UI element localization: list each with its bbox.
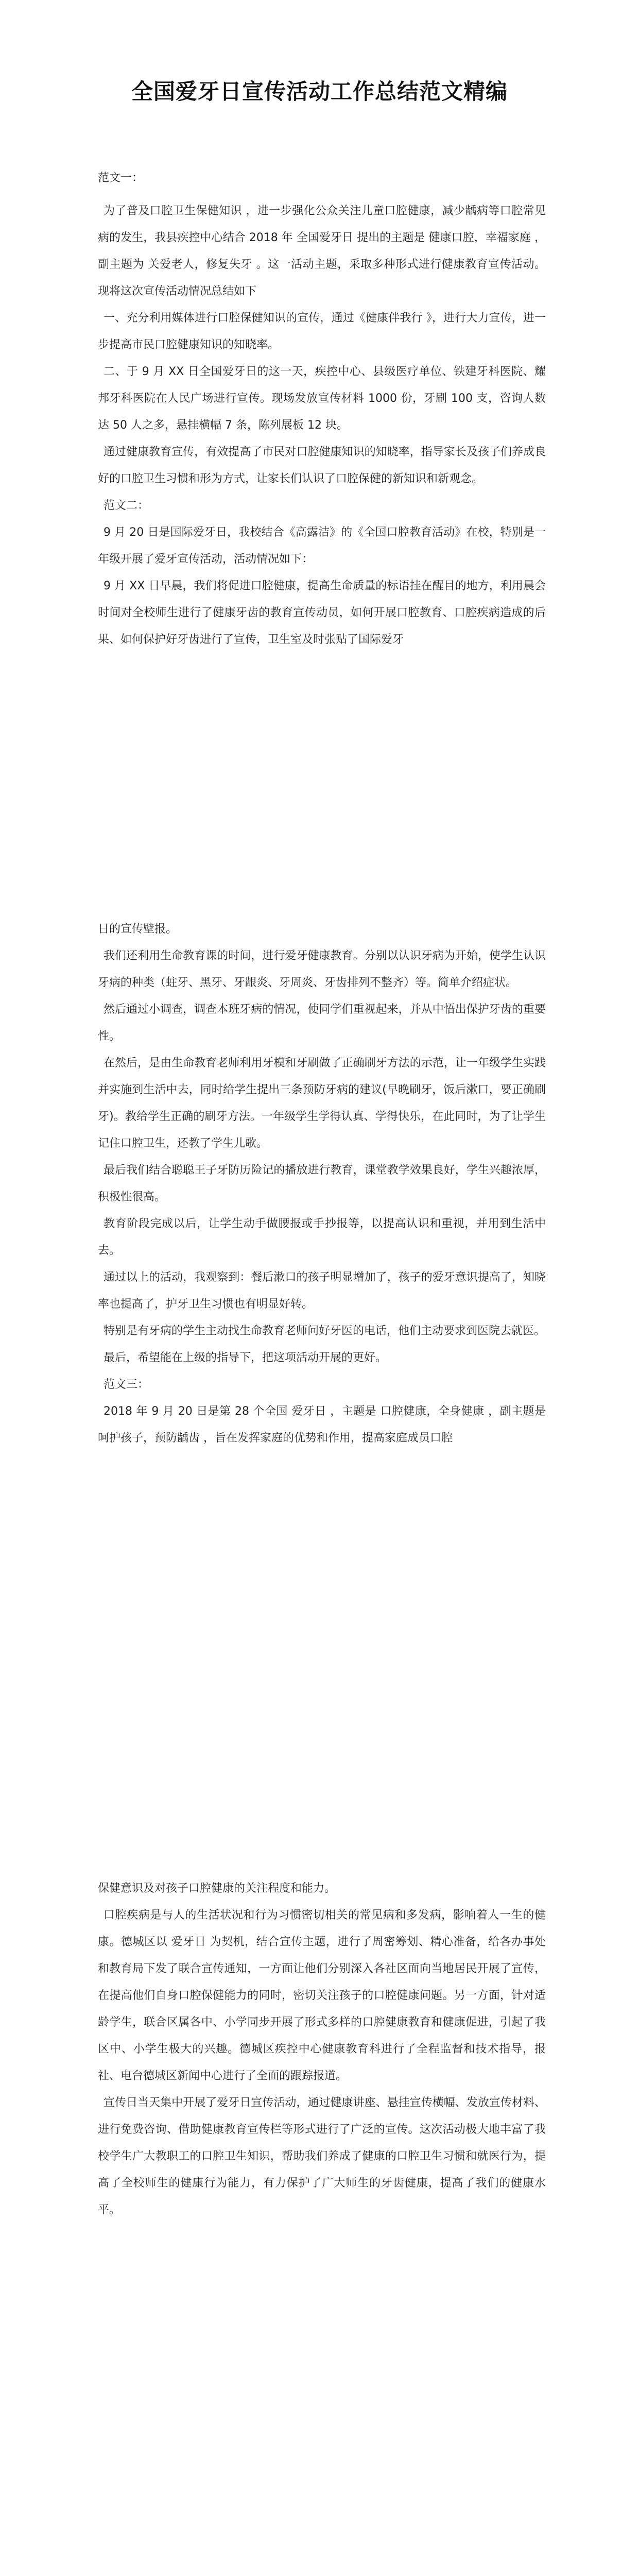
paragraph: 我们还利用生命教育课的时间，进行爱牙健康教育。分别以认识牙病为开始，使学生认识牙病的种类（蛀牙、黑牙、牙龈炎、牙周炎、牙齿排列不整齐）等。简单介绍症状。: [98, 950, 546, 989]
section-heading: 范文一：: [98, 172, 144, 184]
paragraph: 最后我们结合聪聪王子牙防历险记的播放进行教育，课堂教学效果良好，学生兴趣浓厚，积极性很高。: [98, 1164, 546, 1204]
paragraph: 在然后，是由生命教育老师利用牙模和牙刷做了正确刷牙方法的示范，让一年级学生实践并实施到生活中去，同时给学生提出三条预防牙病的建议(早晚刷牙，饭后漱口，要正确刷牙)。教给学生正确的刷牙方法。一年级学生学得认真、学得快乐，在此同时，为了让学生记住口腔卫生，还教了学生儿歌。: [98, 1057, 546, 1150]
paragraph: 9 月 XX 日早晨，我们将促进口腔健康，提高生命质量的标语挂在醒目的地方，利用晨会时间对全校师生进行了健康牙齿的教育宣传动员，如何开展口腔教育、口腔疾病造成的后果、如何保护好牙齿进行了宣传，卫生室及时张贴了国际爱牙: [98, 580, 546, 646]
paragraph: 然后通过小调查，调查本班牙病的情况，使同学们重视起来，并从中悟出保护牙齿的重要性。: [98, 1003, 546, 1043]
section-heading: 范文三：: [103, 1378, 149, 1391]
paragraph: 最后，希望能在上级的指导下，把这项活动开展的更好。: [103, 1351, 387, 1364]
paragraph: 9 月 20 日是国际爱牙日，我校结合《高露洁》的《全国口腔教育活动》在校，特别是一年级开展了爱牙宣传活动，活动情况如下：: [98, 526, 546, 566]
paragraph: 通过以上的活动，我观察到：餐后漱口的孩子明显增加了，孩子的爱牙意识提高了，知晓率也提高了，护牙卫生习惯也有明显好转。: [98, 1271, 546, 1311]
paragraph: 二、于 9 月 XX 日全国爱牙日的这一天，疾控中心、县级医疗单位、铁建牙科医院、耀邦牙科医院在人民广场进行宣传。现场发放宣传材料 1000 份，牙刷 100 支，咨询人数达 50 人之多，悬挂横幅 7 条，陈列展板 12 块。: [98, 365, 546, 432]
paragraph: 为了普及口腔卫生保健知识 ，进一步强化公众关注儿童口腔健康，减少龋病等口腔常见病的发生，我县疾控中心结合 2018 年 全国爱牙日 提出的主题是 健康口腔，幸福家庭 ， 副主题为 关爱老人，修复失牙 。这一活动主题，采取多种形式进行健康教育宣传活动。现将这次宣传活动情况总结如下: [98, 205, 546, 298]
paragraph: 通过健康教育宣传，有效提高了市民对口腔健康知识的知晓率，指导家长及孩子们养成良好的口腔卫生习惯和形为方式，让家长们认识了口腔保健的新知识和新观念。: [98, 446, 546, 485]
paragraph: 特别是有牙病的学生主动找生命教育老师问好牙医的电话，他们主动要求到医院去就医。: [103, 1325, 546, 1337]
text-block: [98, 1875, 546, 2224]
paragraph: 口腔疾病是与人的生活状况和行为习惯密切相关的常见病和多发病，影响着人一生的健康。德城区以 爱牙日 为契机，结合宣传主题，进行了周密筹划、精心准备，给各办事处和教育局下发了联合宣传通知，一方面让他们分别深入各社区面向当地居民开展了宣传，在提高他们自身口腔保健能力的同时，密切关注孩子的口腔健康问题。另一方面，针对适龄学生，联合区属各中、小学同步开展了形式多样的口腔健康教育和健康促进，引起了我区中、小学生极大的兴趣。德城区疾控中心健康教育科进行了全程监督和技术指导，报社、电台德城区新闻中心进行了全面的跟踪报道。: [98, 1909, 546, 2082]
paragraph: 一、充分利用媒体进行口腔保健知识的宣传，通过《健康伴我行 》，进行大力宣传，进一步提高市民口腔健康知识的知晓率。: [98, 312, 546, 351]
paragraph: 日的宣传壁报。: [98, 923, 178, 936]
paragraph: 教育阶段完成以后，让学生动手做腰报或手抄报等，以提高认识和重视，并用到生活中去。: [98, 1217, 546, 1257]
text-block: [98, 916, 546, 1452]
page-title: 全国爱牙日宣传活动工作总结范文精编: [131, 79, 508, 104]
paragraph: 2018 年 9 月 20 日是第 28 个全国 爱牙日 ，主题是 口腔健康，全身健康 ，副主题是 呵护孩子，预防龋齿 ，旨在发挥家庭的优势和作用，提高家庭成员口腔: [98, 1405, 546, 1445]
paragraph: 保健意识及对孩子口腔健康的关注程度和能力。: [98, 1882, 336, 1895]
paragraph: 宣传日当天集中开展了爱牙日宣传活动，通过健康讲座、悬挂宣传横幅、发放宣传材料、进行免费咨询、借助健康教育宣传栏等形式进行了广泛的宣传。这次活动极大地丰富了我校学生广大教职工的口腔卫生知识，帮助我们养成了健康的口腔卫生习惯和就医行为，提高了全校师生的健康行为能力，有力保护了广大师生的牙齿健康，提高了我们的健康水平。: [98, 2096, 546, 2216]
text-block: [98, 165, 546, 653]
section-heading: 范文二：: [103, 499, 149, 512]
